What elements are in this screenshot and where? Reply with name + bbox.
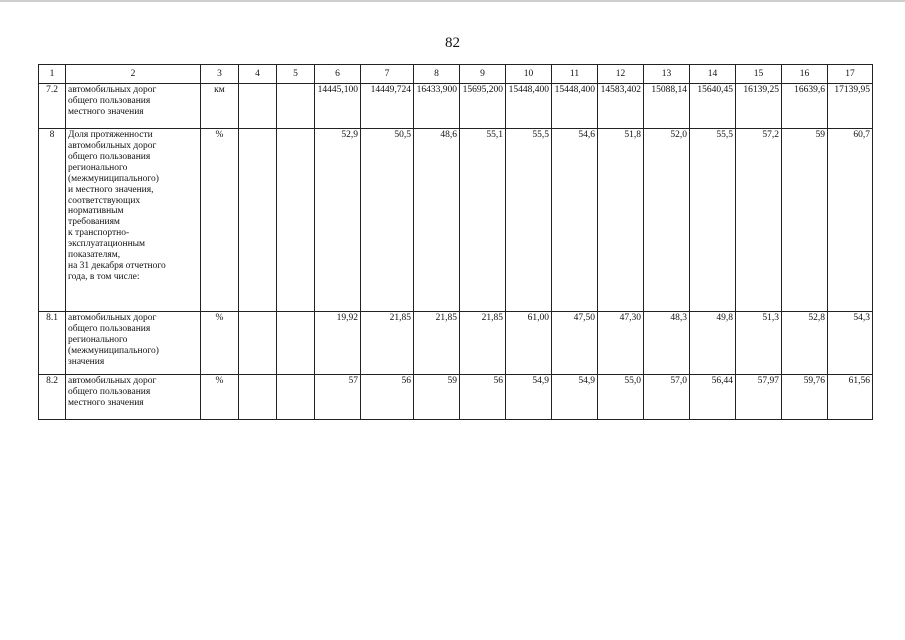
- row-unit: %: [201, 375, 239, 420]
- row-name-line: к транспортно-: [68, 228, 130, 239]
- row-name: [66, 84, 201, 129]
- value-cell: 57,0: [644, 375, 690, 420]
- value-cell: 59: [782, 129, 828, 312]
- value-cell: 47,50: [552, 312, 598, 375]
- row-name-line: и местного значения,: [68, 184, 154, 195]
- value-cell: 21,85: [460, 312, 506, 375]
- value-cell: 16433,900: [414, 84, 460, 129]
- value-cell: 15640,45: [690, 84, 736, 129]
- value-cell: 59: [414, 375, 460, 420]
- row-col4: [239, 375, 277, 420]
- value-cell: 51,3: [736, 312, 782, 375]
- value-cell: 19,92: [315, 312, 361, 375]
- row-unit: км: [201, 84, 239, 129]
- value-cell: 15448,400: [506, 84, 552, 129]
- data-table: [38, 64, 873, 420]
- header-cell: 11: [552, 65, 598, 84]
- row-name-line: автомобильных дорог: [68, 85, 157, 95]
- value-cell: 51,8: [598, 129, 644, 312]
- row-name-line: местного значения: [68, 106, 144, 117]
- row-name-line: на 31 декабря отчетного: [68, 261, 166, 272]
- row-col5: [277, 84, 315, 129]
- header-cell: 3: [201, 65, 239, 84]
- value-cell: 15695,200: [460, 84, 506, 129]
- value-cell: 57: [315, 375, 361, 420]
- row-number: 8.1: [39, 312, 66, 375]
- row-name-line: нормативным: [68, 206, 124, 217]
- value-cell: 56,44: [690, 375, 736, 420]
- header-cell: 12: [598, 65, 644, 84]
- value-cell: 59,76: [782, 375, 828, 420]
- row-name-line: общего пользования: [68, 95, 151, 106]
- value-cell: 50,5: [361, 129, 414, 312]
- page-number: 82: [445, 35, 460, 51]
- value-cell: 47,30: [598, 312, 644, 375]
- value-cell: 52,0: [644, 129, 690, 312]
- header-cell: 2: [66, 65, 201, 84]
- value-cell: 16139,25: [736, 84, 782, 129]
- row-name: [66, 312, 201, 375]
- header-cell: 17: [828, 65, 873, 84]
- table-header-row: [39, 65, 873, 84]
- row-name-line: (межмуниципального): [68, 173, 159, 184]
- row-name-line: общего пользования: [68, 151, 151, 162]
- row-name-line: местного значения: [68, 397, 144, 408]
- row-col4: [239, 312, 277, 375]
- table-row: [39, 375, 873, 420]
- value-cell: 14449,724: [361, 84, 414, 129]
- value-cell: 55,5: [690, 129, 736, 312]
- header-cell: 9: [460, 65, 506, 84]
- value-cell: 57,2: [736, 129, 782, 312]
- header-cell: 1: [39, 65, 66, 84]
- row-number: 8.2: [39, 375, 66, 420]
- row-name-line: Доля протяженности: [68, 130, 153, 140]
- row-unit: %: [201, 129, 239, 312]
- header-cell: 15: [736, 65, 782, 84]
- value-cell: 61,56: [828, 375, 873, 420]
- row-name-line: автомобильных дорог: [68, 313, 157, 323]
- header-cell: 6: [315, 65, 361, 84]
- row-name-line: автомобильных дорог: [68, 376, 157, 386]
- row-col5: [277, 375, 315, 420]
- value-cell: 56: [361, 375, 414, 420]
- header-cell: 5: [277, 65, 315, 84]
- row-name-line: общего пользования: [68, 323, 151, 334]
- row-number: 8: [39, 129, 66, 312]
- value-cell: 15448,400: [552, 84, 598, 129]
- header-cell: 14: [690, 65, 736, 84]
- header-cell: 16: [782, 65, 828, 84]
- row-name-line: эксплуатационным: [68, 239, 146, 250]
- scan-edge: [0, 0, 905, 2]
- row-name-line: регионального: [68, 162, 128, 173]
- value-cell: 54,9: [506, 375, 552, 420]
- row-col5: [277, 312, 315, 375]
- value-cell: 55,1: [460, 129, 506, 312]
- row-name: [66, 129, 201, 312]
- table-row: [39, 312, 873, 375]
- value-cell: 21,85: [414, 312, 460, 375]
- row-name-line: требованиям: [68, 217, 120, 228]
- header-cell: 13: [644, 65, 690, 84]
- row-name-line: соответствующих: [68, 195, 141, 206]
- value-cell: 14445,100: [315, 84, 361, 129]
- row-col4: [239, 129, 277, 312]
- value-cell: 14583,402: [598, 84, 644, 129]
- row-name-line: общего пользования: [68, 386, 151, 397]
- row-number: 7.2: [39, 84, 66, 129]
- row-name-line: (межмуниципального): [68, 345, 159, 356]
- value-cell: 60,7: [828, 129, 873, 312]
- value-cell: 49,8: [690, 312, 736, 375]
- value-cell: 54,9: [552, 375, 598, 420]
- row-unit: %: [201, 312, 239, 375]
- row-col4: [239, 84, 277, 129]
- value-cell: 52,9: [315, 129, 361, 312]
- header-cell: 8: [414, 65, 460, 84]
- value-cell: 48,3: [644, 312, 690, 375]
- row-name-line: регионального: [68, 334, 128, 345]
- row-name-line: года, в том числе:: [68, 271, 140, 282]
- value-cell: 57,97: [736, 375, 782, 420]
- value-cell: 54,3: [828, 312, 873, 375]
- value-cell: 48,6: [414, 129, 460, 312]
- value-cell: 16639,6: [782, 84, 828, 129]
- value-cell: 61,00: [506, 312, 552, 375]
- row-name-line: автомобильных дорог: [68, 140, 157, 151]
- header-cell: 10: [506, 65, 552, 84]
- row-col5: [277, 129, 315, 312]
- row-name: [66, 375, 201, 420]
- value-cell: 21,85: [361, 312, 414, 375]
- value-cell: 52,8: [782, 312, 828, 375]
- value-cell: 55,5: [506, 129, 552, 312]
- row-name-line: показателям,: [68, 250, 121, 261]
- table-row: [39, 129, 873, 312]
- value-cell: 54,6: [552, 129, 598, 312]
- value-cell: 15088,14: [644, 84, 690, 129]
- value-cell: 55,0: [598, 375, 644, 420]
- row-name-line: значения: [68, 356, 105, 367]
- table-row: [39, 84, 873, 129]
- value-cell: 17139,95: [828, 84, 873, 129]
- header-cell: 4: [239, 65, 277, 84]
- value-cell: 56: [460, 375, 506, 420]
- header-cell: 7: [361, 65, 414, 84]
